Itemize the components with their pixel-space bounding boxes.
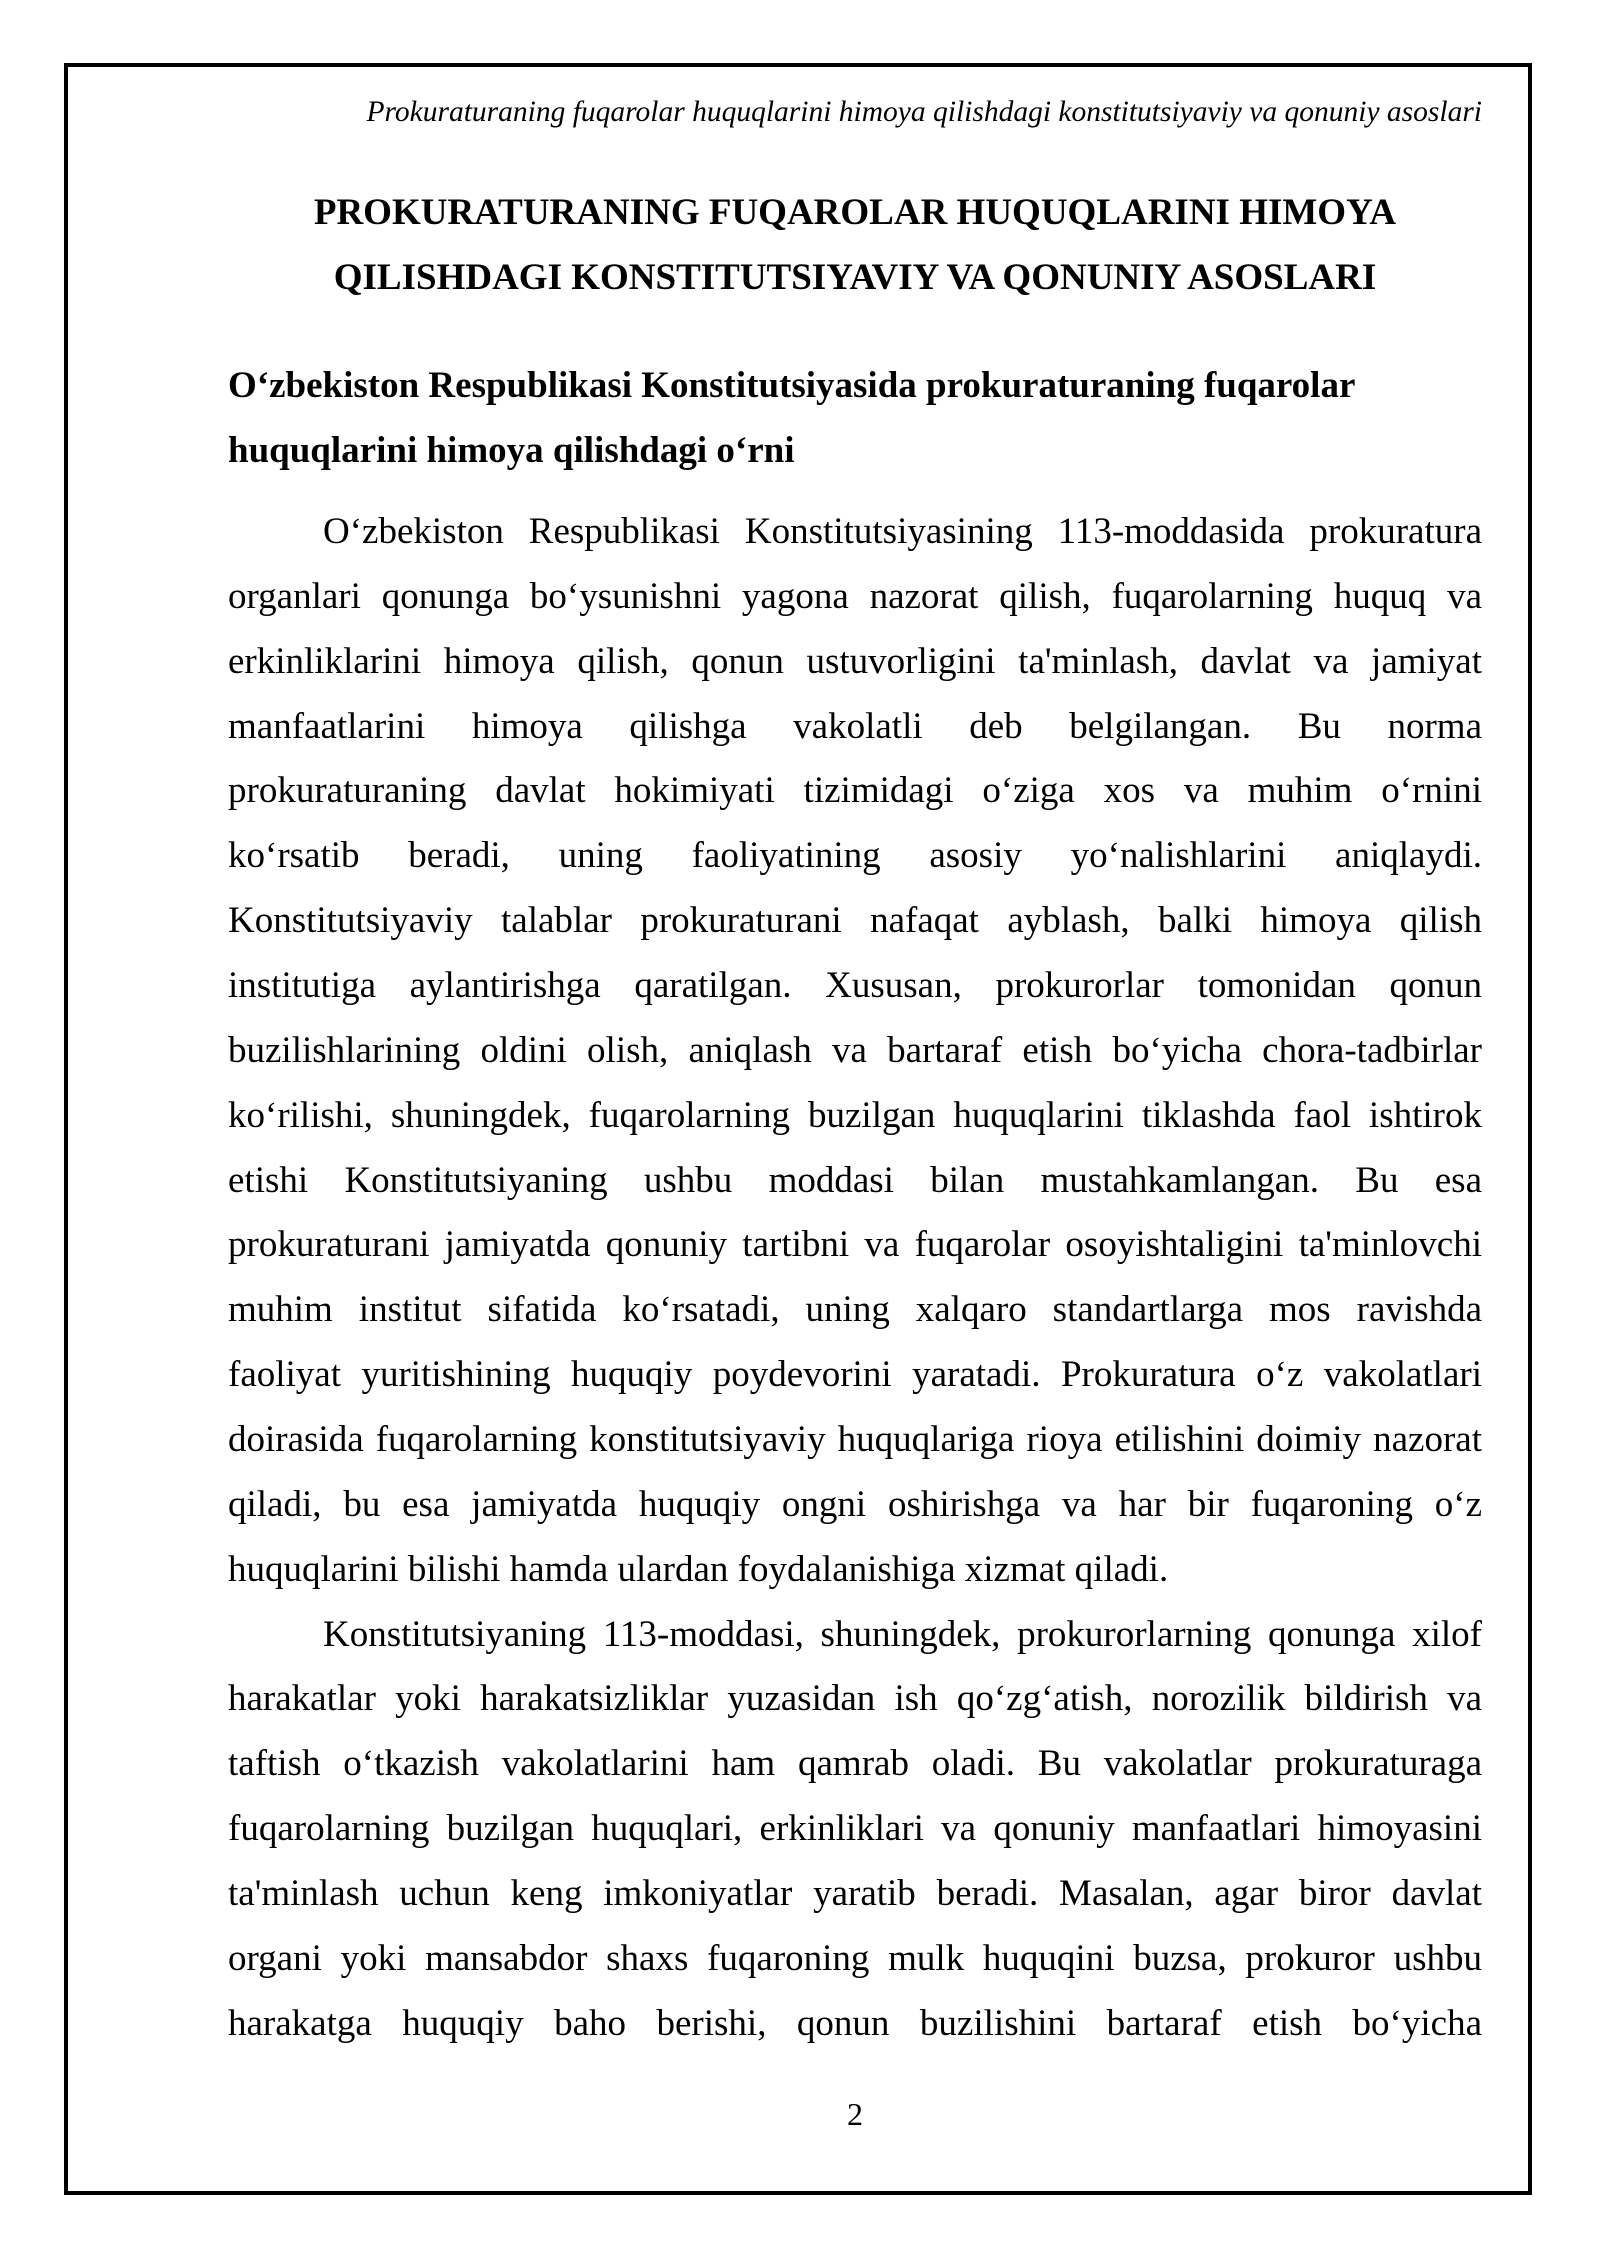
section-heading <box>228 354 1482 484</box>
body-line: harakatlar yoki harakatsizliklar yuzasidan ish qo‘zg‘atish, norozilik bildirish va <box>228 1678 1482 1720</box>
body-line: institutiga aylantirishga qaratilgan. Xususan, prokurorlar tomonidan qonun <box>228 965 1482 1007</box>
body-line: ko‘rilishi, shuningdek, fuqarolarning buzilgan huquqlarini tiklashda faol ishtirok <box>228 1094 1482 1136</box>
body-line: taftish o‘tkazish vakolatlarini ham qamrab oladi. Bu vakolatlar prokuraturaga <box>228 1743 1482 1785</box>
body-line: faoliyat yuritishining huquqiy poydevorini yaratadi. Prokuratura o‘z vakolatlari <box>228 1354 1482 1396</box>
body-line: prokuraturaning davlat hokimiyati tizimidagi o‘ziga xos va muhim o‘rnini <box>228 770 1482 812</box>
body-line: organlari qonunga bo‘ysunishni yagona nazorat qilish, fuqarolarning huquq va <box>228 575 1482 617</box>
body-line: Konstitutsiyaning 113-moddasi, shuningdek, prokurorlarning qonunga xilof <box>323 1613 1482 1655</box>
body-line: erkinliklarini himoya qilish, qonun ustuvorligini ta'minlash, davlat va jamiyat <box>228 640 1482 682</box>
section-heading-line: O‘zbekiston Respublikasi Konstitutsiyasida prokuraturaning fuqarolar <box>228 365 1356 406</box>
body-line: buzilishlarining oldini olish, aniqlash va bartaraf etish bo‘yicha chora-tadbirlar <box>228 1029 1482 1071</box>
body-line: manfaatlarini himoya qilishga vakolatli deb belgilangan. Bu norma <box>228 705 1482 747</box>
body-line: muhim institut sifatida ko‘rsatadi, uning xalqaro standartlarga mos ravishda <box>228 1289 1482 1331</box>
body-line: qiladi, bu esa jamiyatda huquqiy ongni oshirishga va har bir fuqaroning o‘z <box>228 1483 1482 1525</box>
body-line: huquqlarini bilishi hamda ulardan foydalanishiga xizmat qiladi. <box>228 1548 1169 1590</box>
page-number: 2 <box>847 2096 863 2132</box>
body-line: doirasida fuqarolarning konstitutsiyaviy huquqlariga rioya etilishini doimiy nazorat <box>228 1419 1482 1461</box>
paragraph <box>228 500 1482 1603</box>
body-line: prokuraturani jamiyatda qonuniy tartibni va fuqarolar osoyishtaligini ta'minlovchi <box>228 1224 1482 1266</box>
running-header: Prokuraturaning fuqarolar huquqlarini himoya qilishdagi konstitutsiyaviy va qonuniy asoslari <box>366 96 1482 128</box>
body-line: ta'minlash uchun keng imkoniyatlar yaratib beradi. Masalan, agar biror davlat <box>228 1873 1482 1915</box>
section-heading-line: huquqlarini himoya qilishdagi o‘rni <box>228 429 795 471</box>
body-line: ko‘rsatib beradi, uning faoliyatining asosiy yo‘nalishlarini aniqlaydi. <box>228 835 1482 877</box>
title-line: QILISHDAGI KONSTITUTSIYAVIY VA QONUNIY ASOSLARI <box>333 256 1377 298</box>
body-line: fuqarolarning buzilgan huquqlari, erkinliklari va qonuniy manfaatlari himoyasini <box>228 1808 1482 1850</box>
body-text <box>228 500 1482 2057</box>
body-line: etishi Konstitutsiyaning ushbu moddasi bilan mustahkamlangan. Bu esa <box>228 1159 1482 1201</box>
body-line: organi yoki mansabdor shaxs fuqaroning mulk huquqini buzsa, prokuror ushbu <box>228 1937 1482 1979</box>
paragraph <box>228 1603 1482 2057</box>
body-line: Konstitutsiyaviy talablar prokuraturani nafaqat ayblash, balki himoya qilish <box>228 900 1482 942</box>
document-title <box>228 181 1482 311</box>
body-line: harakatga huquqiy baho berishi, qonun buzilishini bartaraf etish bo‘yicha <box>228 2002 1482 2044</box>
body-line: O‘zbekiston Respublikasi Konstitutsiyasining 113-moddasida prokuratura <box>323 511 1482 552</box>
title-line: PROKURATURANING FUQAROLAR HUQUQLARINI HIMOYA <box>313 192 1397 233</box>
